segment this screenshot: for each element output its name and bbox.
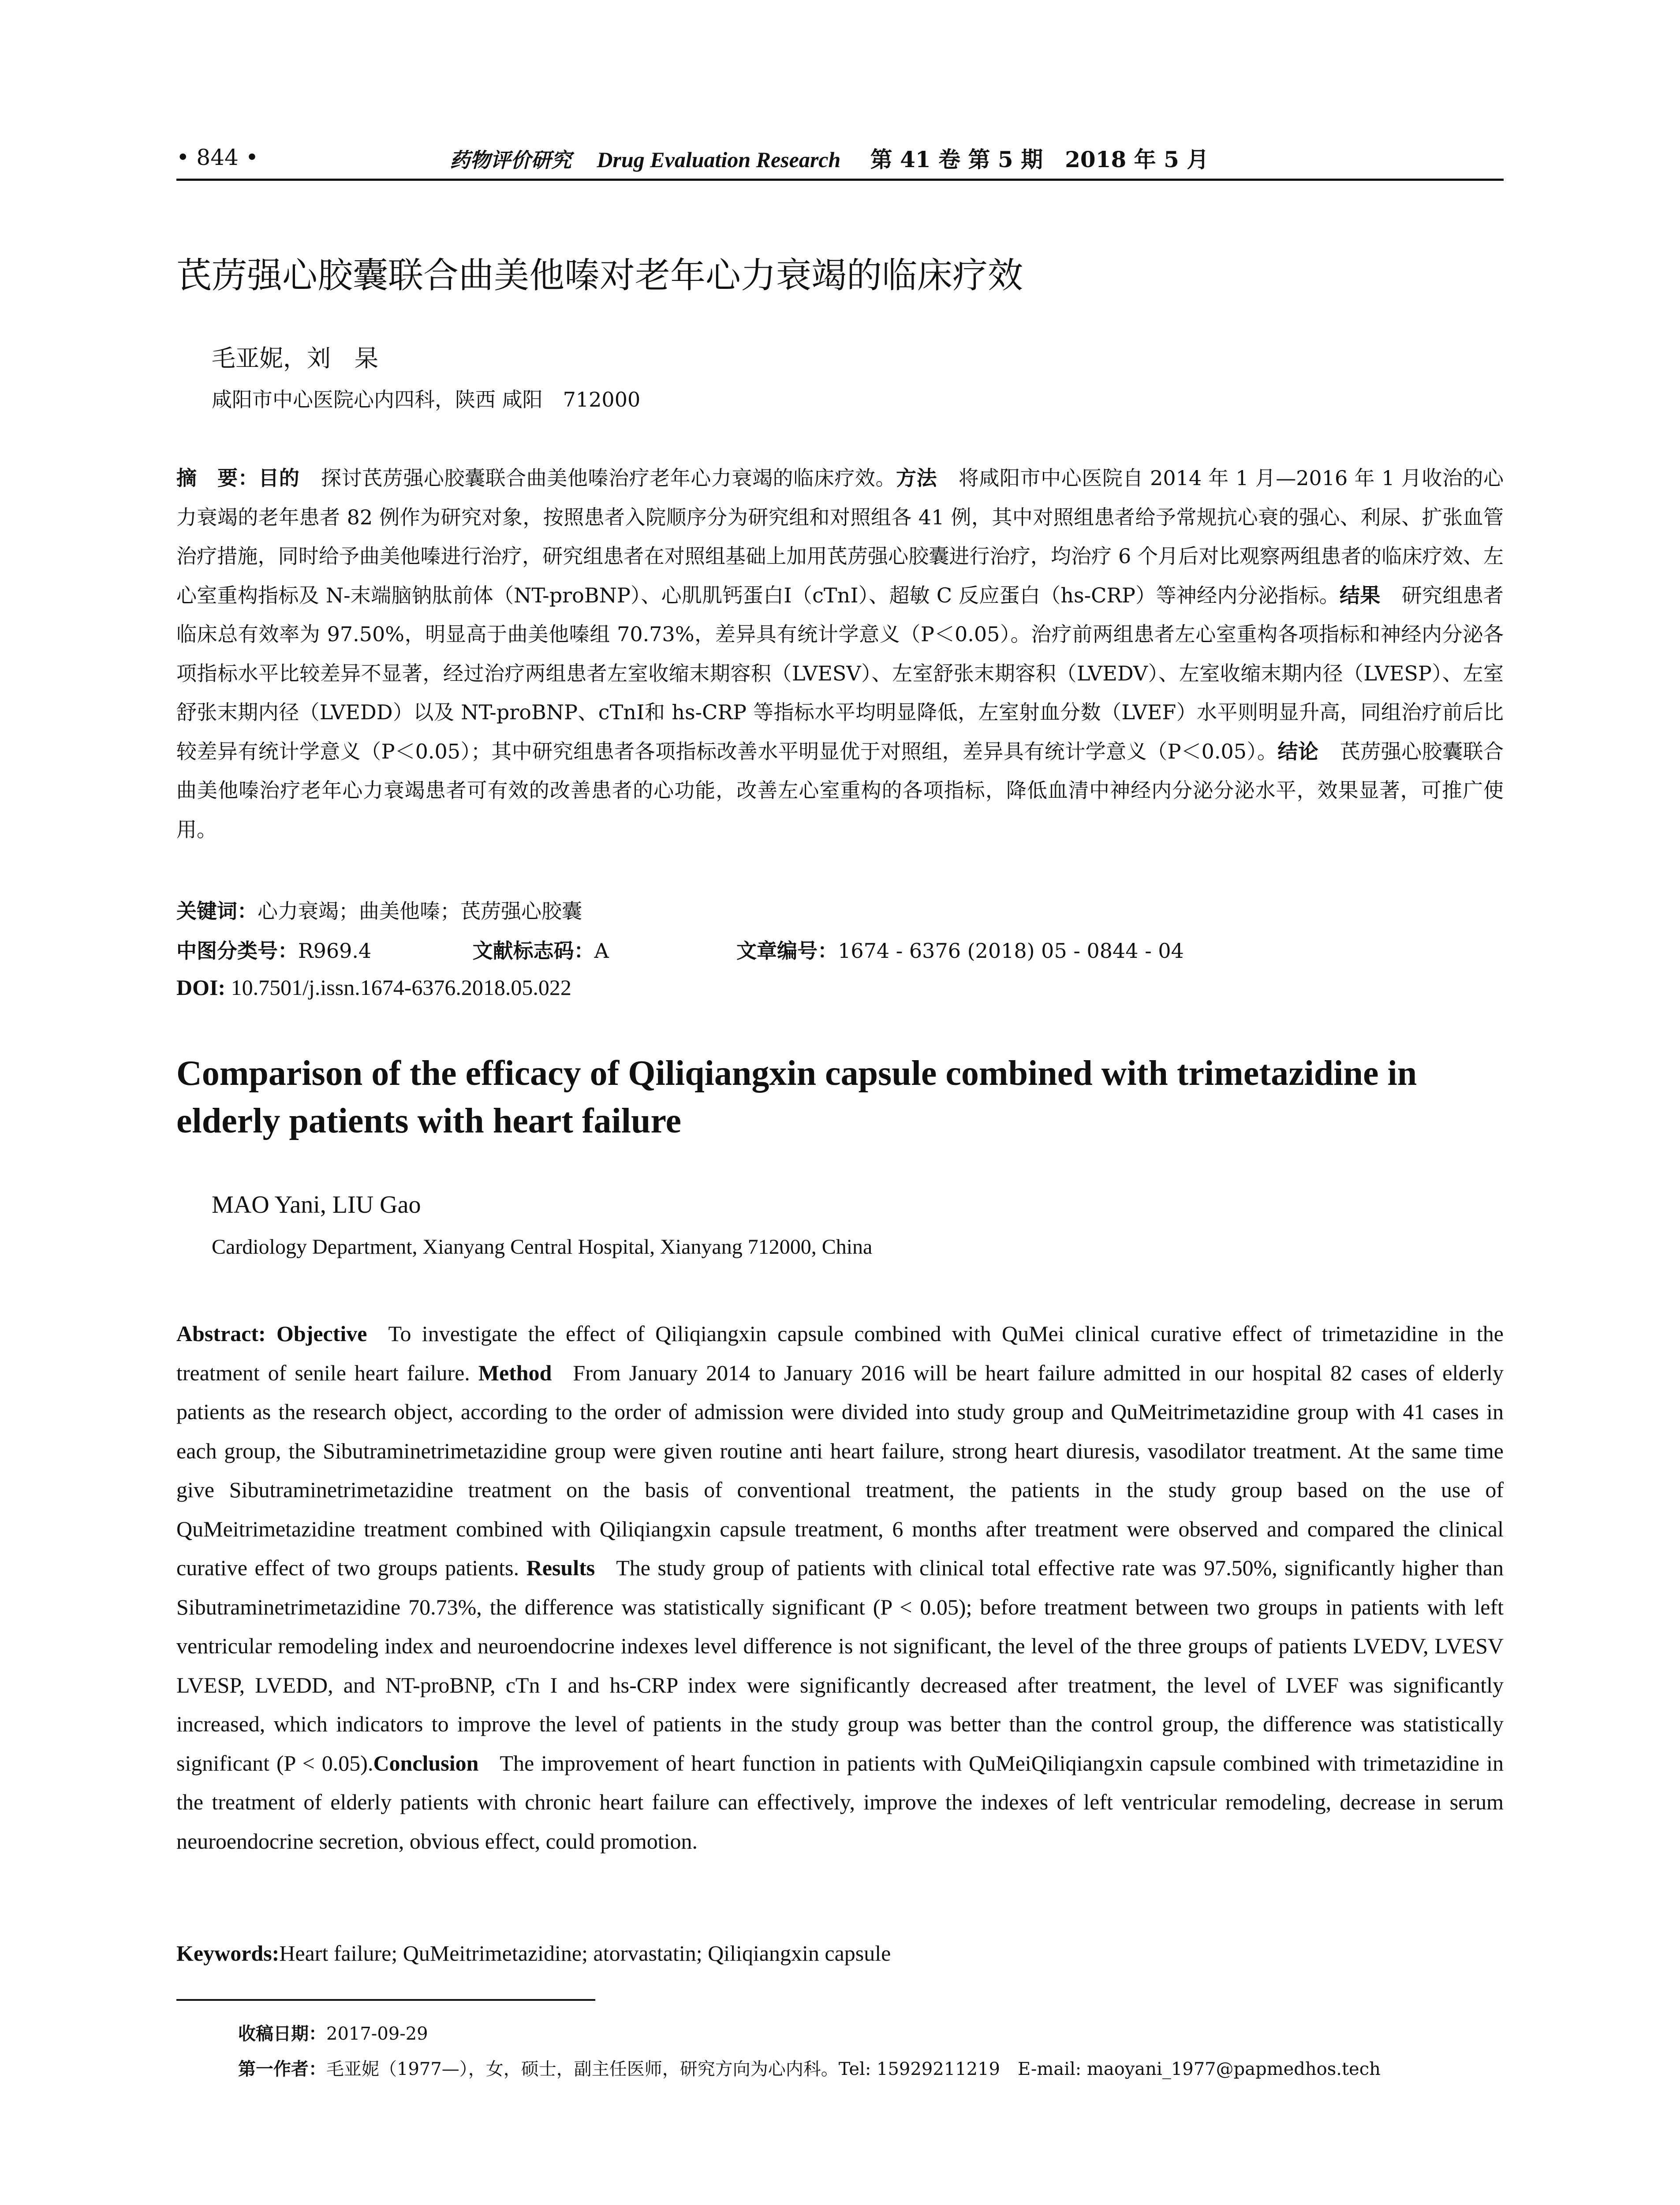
article-no-label: 文章编号： [736, 939, 838, 963]
clc-label: 中图分类号： [176, 939, 298, 963]
en-keywords-text: Heart failure; QuMeitrimetazidine; atorvastatin; Qiliqiangxin capsule [279, 1941, 891, 1966]
cn-title: 芪苈强心胶囊联合曲美他嗪对老年心力衰竭的临床疗效 [176, 255, 1023, 296]
en-abstract-label: Abstract: [176, 1321, 266, 1346]
en-title: Comparison of the efficacy of Qiliqiangxin capsule combined with trimetazidine in elderly patients with heart failure [176, 1054, 1417, 1140]
page-number: • 844 • [176, 145, 259, 170]
cn-objective-label: 目的 [258, 466, 300, 490]
footnote-received [238, 2020, 428, 2045]
en-keywords [176, 1940, 891, 1966]
doc-code-label: 文献标志码： [472, 939, 594, 963]
received-date: 2017-09-29 [326, 2024, 428, 2044]
cn-method-text: 将咸阳市中心医院自 2014 年 1 月—2016 年 1 月收治的心力衰竭的老年患者 82 例作为研究对象，按照患者入院顺序分为研究组和对照组各 41 例，其中对照组患者给予常规抗心衰的强心、利尿、扩张血管治疗措施，同时给予曲美他嗪进行治疗，研究组患者在对照组基础上加用芪苈强心胶囊进行治疗，均治疗 6 个月后对比观察两组患者的临床疗效、左心室重构指标及 N-末端脑钠肽前体（NT-proBNP）、心肌肌钙蛋白Ⅰ（cTnⅠ）、超敏 C 反应蛋白（hs-CRP）等神经内分泌指标。 [176, 466, 1504, 607]
footnote-author [238, 2055, 1381, 2080]
doi-line [176, 975, 571, 1000]
first-author-label: 第一作者： [238, 2059, 326, 2079]
cn-result-label: 结果 [1340, 583, 1381, 607]
en-conclusion-text: The improvement of heart function in patients with QuMeiQiliqiangxin capsule combined with trimetazidine in the treatment of elderly patients with chronic heart failure can effectively, improve the indexes of left ventricular remodeling, decrease in serum neuroendocrine secretion, obvious effect, could promotion. [176, 1750, 1504, 1854]
journal-header [450, 142, 1209, 174]
cn-conclusion-label: 结论 [1277, 739, 1319, 763]
cn-conclusion-text: 芪苈强心胶囊联合曲美他嗪治疗老年心力衰竭患者可有效的改善患者的心功能，改善左心室重构的各项指标，降低血清中神经内分泌分泌水平，效果显著，可推广使用。 [176, 739, 1504, 841]
doi-value: 10.7501/j.issn.1674-6376.2018.05.022 [231, 975, 571, 1000]
footnote-divider [176, 1999, 595, 2001]
en-method-label: Method [478, 1360, 552, 1385]
en-conclusion-label: Conclusion [373, 1750, 479, 1775]
running-header [176, 140, 1504, 176]
en-keywords-label: Keywords: [176, 1941, 280, 1966]
en-authors: MAO Yani, LIU Gao [212, 1191, 421, 1218]
received-label: 收稿日期： [238, 2024, 326, 2044]
doi-label: DOI: [176, 975, 226, 1000]
issue-info: 第 41 卷 第 5 期 2018 年 5 月 [870, 146, 1209, 172]
journal-name: Drug Evaluation Research [597, 147, 841, 172]
first-author-info: 毛亚妮（1977—），女，硕士，副主任医师，研究方向为心内科。Tel: 15929211219 E-mail: maoyani_1977@papmedhos.tech [326, 2059, 1381, 2079]
cn-abstract [176, 459, 1504, 849]
cn-keywords-text: 心力衰竭；曲美他嗪；芪苈强心胶囊 [258, 899, 582, 923]
cn-abstract-label: 摘 要： [176, 466, 259, 490]
doc-code-value: A [594, 939, 609, 963]
en-objective-text: To investigate the effect of Qiliqiangxin capsule combined with QuMei clinical curative effect of trimetazidine in the treatment of senile heart failure. [176, 1321, 1504, 1385]
cn-objective-text: 探讨芪苈强心胶囊联合曲美他嗪治疗老年心力衰竭的临床疗效。 [321, 466, 896, 490]
cn-method-label: 方法 [896, 466, 937, 490]
article-no-value: 1674 - 6376 (2018) 05 - 0844 - 04 [838, 939, 1184, 963]
header-divider [176, 179, 1504, 181]
cn-keywords [176, 895, 582, 924]
en-objective-label: Objective [276, 1321, 367, 1346]
cn-result-text: 研究组患者临床总有效率为 97.50%，明显高于曲美他嗪组 70.73%，差异具有统计学意义（P＜0.05）。治疗前两组患者左心室重构各项指标和神经内分泌各项指标水平比较差异不显著，经过治疗两组患者左室收缩末期容积（LVESV）、左室舒张末期容积（LVEDV）、左室收缩末期内径（LVESP）、左室舒张末期内径（LVEDD）以及 NT-proBNP、cTnⅠ和 hs-CRP 等指标水平均明显降低，左室射血分数（LVEF）水平则明显升高，同组治疗前后比较差异有统计学意义（P＜0.05）；其中研究组患者各项指标改善水平明显优于对照组，差异具有统计学意义（P＜0.05）。 [176, 583, 1504, 763]
cn-classification [176, 935, 1184, 964]
cn-authors: 毛亚妮，刘 杲 [212, 344, 378, 372]
en-result-text: The study group of patients with clinical total effective rate was 97.50%, significantly higher than Sibutraminetrimetazidine 70.73%, the difference was statistically significant (P < 0.05); before treatment between two groups in patients with left ventricular remodeling index and neuroendocrine indexes level difference is not significant, the level of the three groups of patients LVEDV, LVESV LVESP, LVEDD, and NT-proBNP, cTn I and hs-CRP index were significantly decreased after treatment, the level of LVEF was significantly increased, which indicators to improve the level of patients in the study group was better than the control group, the difference was statistically significant (P < 0.05). [176, 1555, 1504, 1775]
en-abstract [176, 1314, 1504, 1861]
clc-value: R969.4 [298, 939, 372, 963]
en-affiliation: Cardiology Department, Xianyang Central Hospital, Xianyang 712000, China [212, 1235, 873, 1259]
journal-logo: 药物评价研究 [450, 148, 571, 172]
en-result-label: Results [526, 1555, 595, 1580]
en-method-text: From January 2014 to January 2016 will be heart failure admitted in our hospital 82 cases of elderly patients as the research object, according to the order of admission were divided into study group and QuMeitrimetazidine group with 41 cases in each group, the Sibutraminetrimetazidine group were given routine anti heart failure, strong heart diuresis, vasodilator treatment. At the same time give Sibutraminetrimetazidine treatment on the basis of conventional treatment, the patients in the study group based on the use of QuMeitrimetazidine treatment combined with Qiliqiangxin capsule treatment, 6 months after treatment were observed and compared the clinical curative effect of two groups patients. [176, 1360, 1504, 1580]
cn-keywords-label: 关键词： [176, 899, 258, 923]
cn-affiliation: 咸阳市中心医院心内四科，陕西 咸阳 712000 [212, 388, 641, 411]
